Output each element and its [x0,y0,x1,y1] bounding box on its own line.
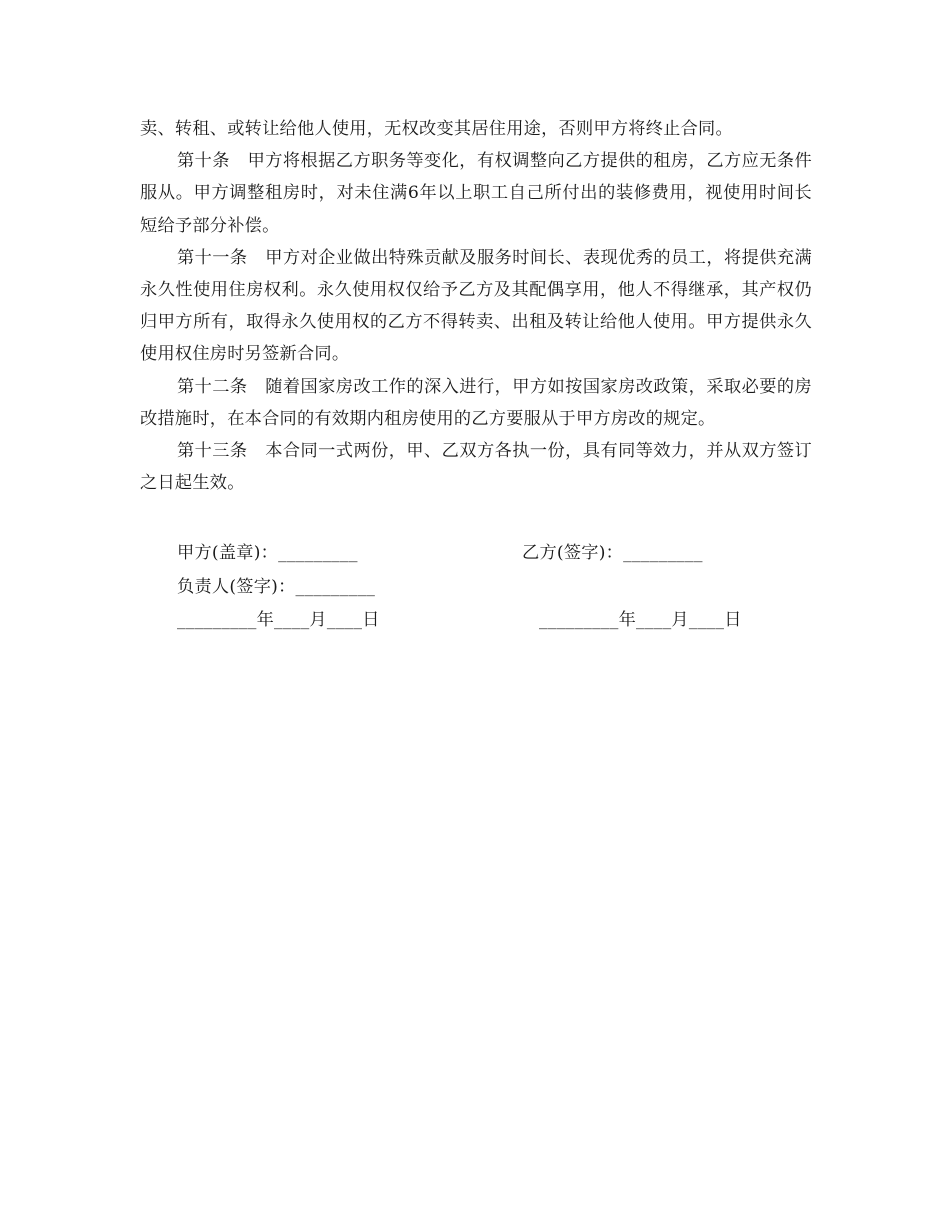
party-b-sign-line: 乙方(签字)：_________ [522,543,703,563]
responsible-sign-line: 负责人(签字)：_________ [177,577,376,597]
clause-13: 第十三条 本合同一式两份，甲、乙双方各执一份，具有同等效力，并从双方签订之日起生效。 [140,441,812,494]
party-b-date-line: _________年____月____日 [539,610,742,630]
party-a-seal-line: 甲方(盖章)：_________ [177,543,358,563]
party-a-date-line: _________年____月____日 [177,610,380,630]
clause-12: 第十二条 随着国家房改工作的深入进行，甲方如按国家房改政策，采取必要的房改措施时，在本合同的有效期内租房使用的乙方要服从于甲方房改的规定。 [140,376,812,429]
clause-10: 第十条 甲方将根据乙方职务等变化，有权调整向乙方提供的租房，乙方应无条件服从。甲方调整租房时，对未住满6年以上职工自己所付出的装修费用，视使用时间长短给予部分补偿。 [140,151,812,236]
contract-body [140,113,812,499]
clause-11: 第十一条 甲方对企业做出特殊贡献及服务时间长、表现优秀的员工，将提供充满永久性使用住房权利。永久使用权仅给予乙方及其配偶享用，他人不得继承，其产权仍归甲方所有，取得永久使用权的乙方不得转卖、出租及转让给他人使用。甲方提供永久使用权住房时另签新合同。 [140,247,812,365]
clause-continuation: 卖、转租、或转让给他人使用，无权改变其居住用途，否则甲方将终止合同。 [140,119,733,139]
